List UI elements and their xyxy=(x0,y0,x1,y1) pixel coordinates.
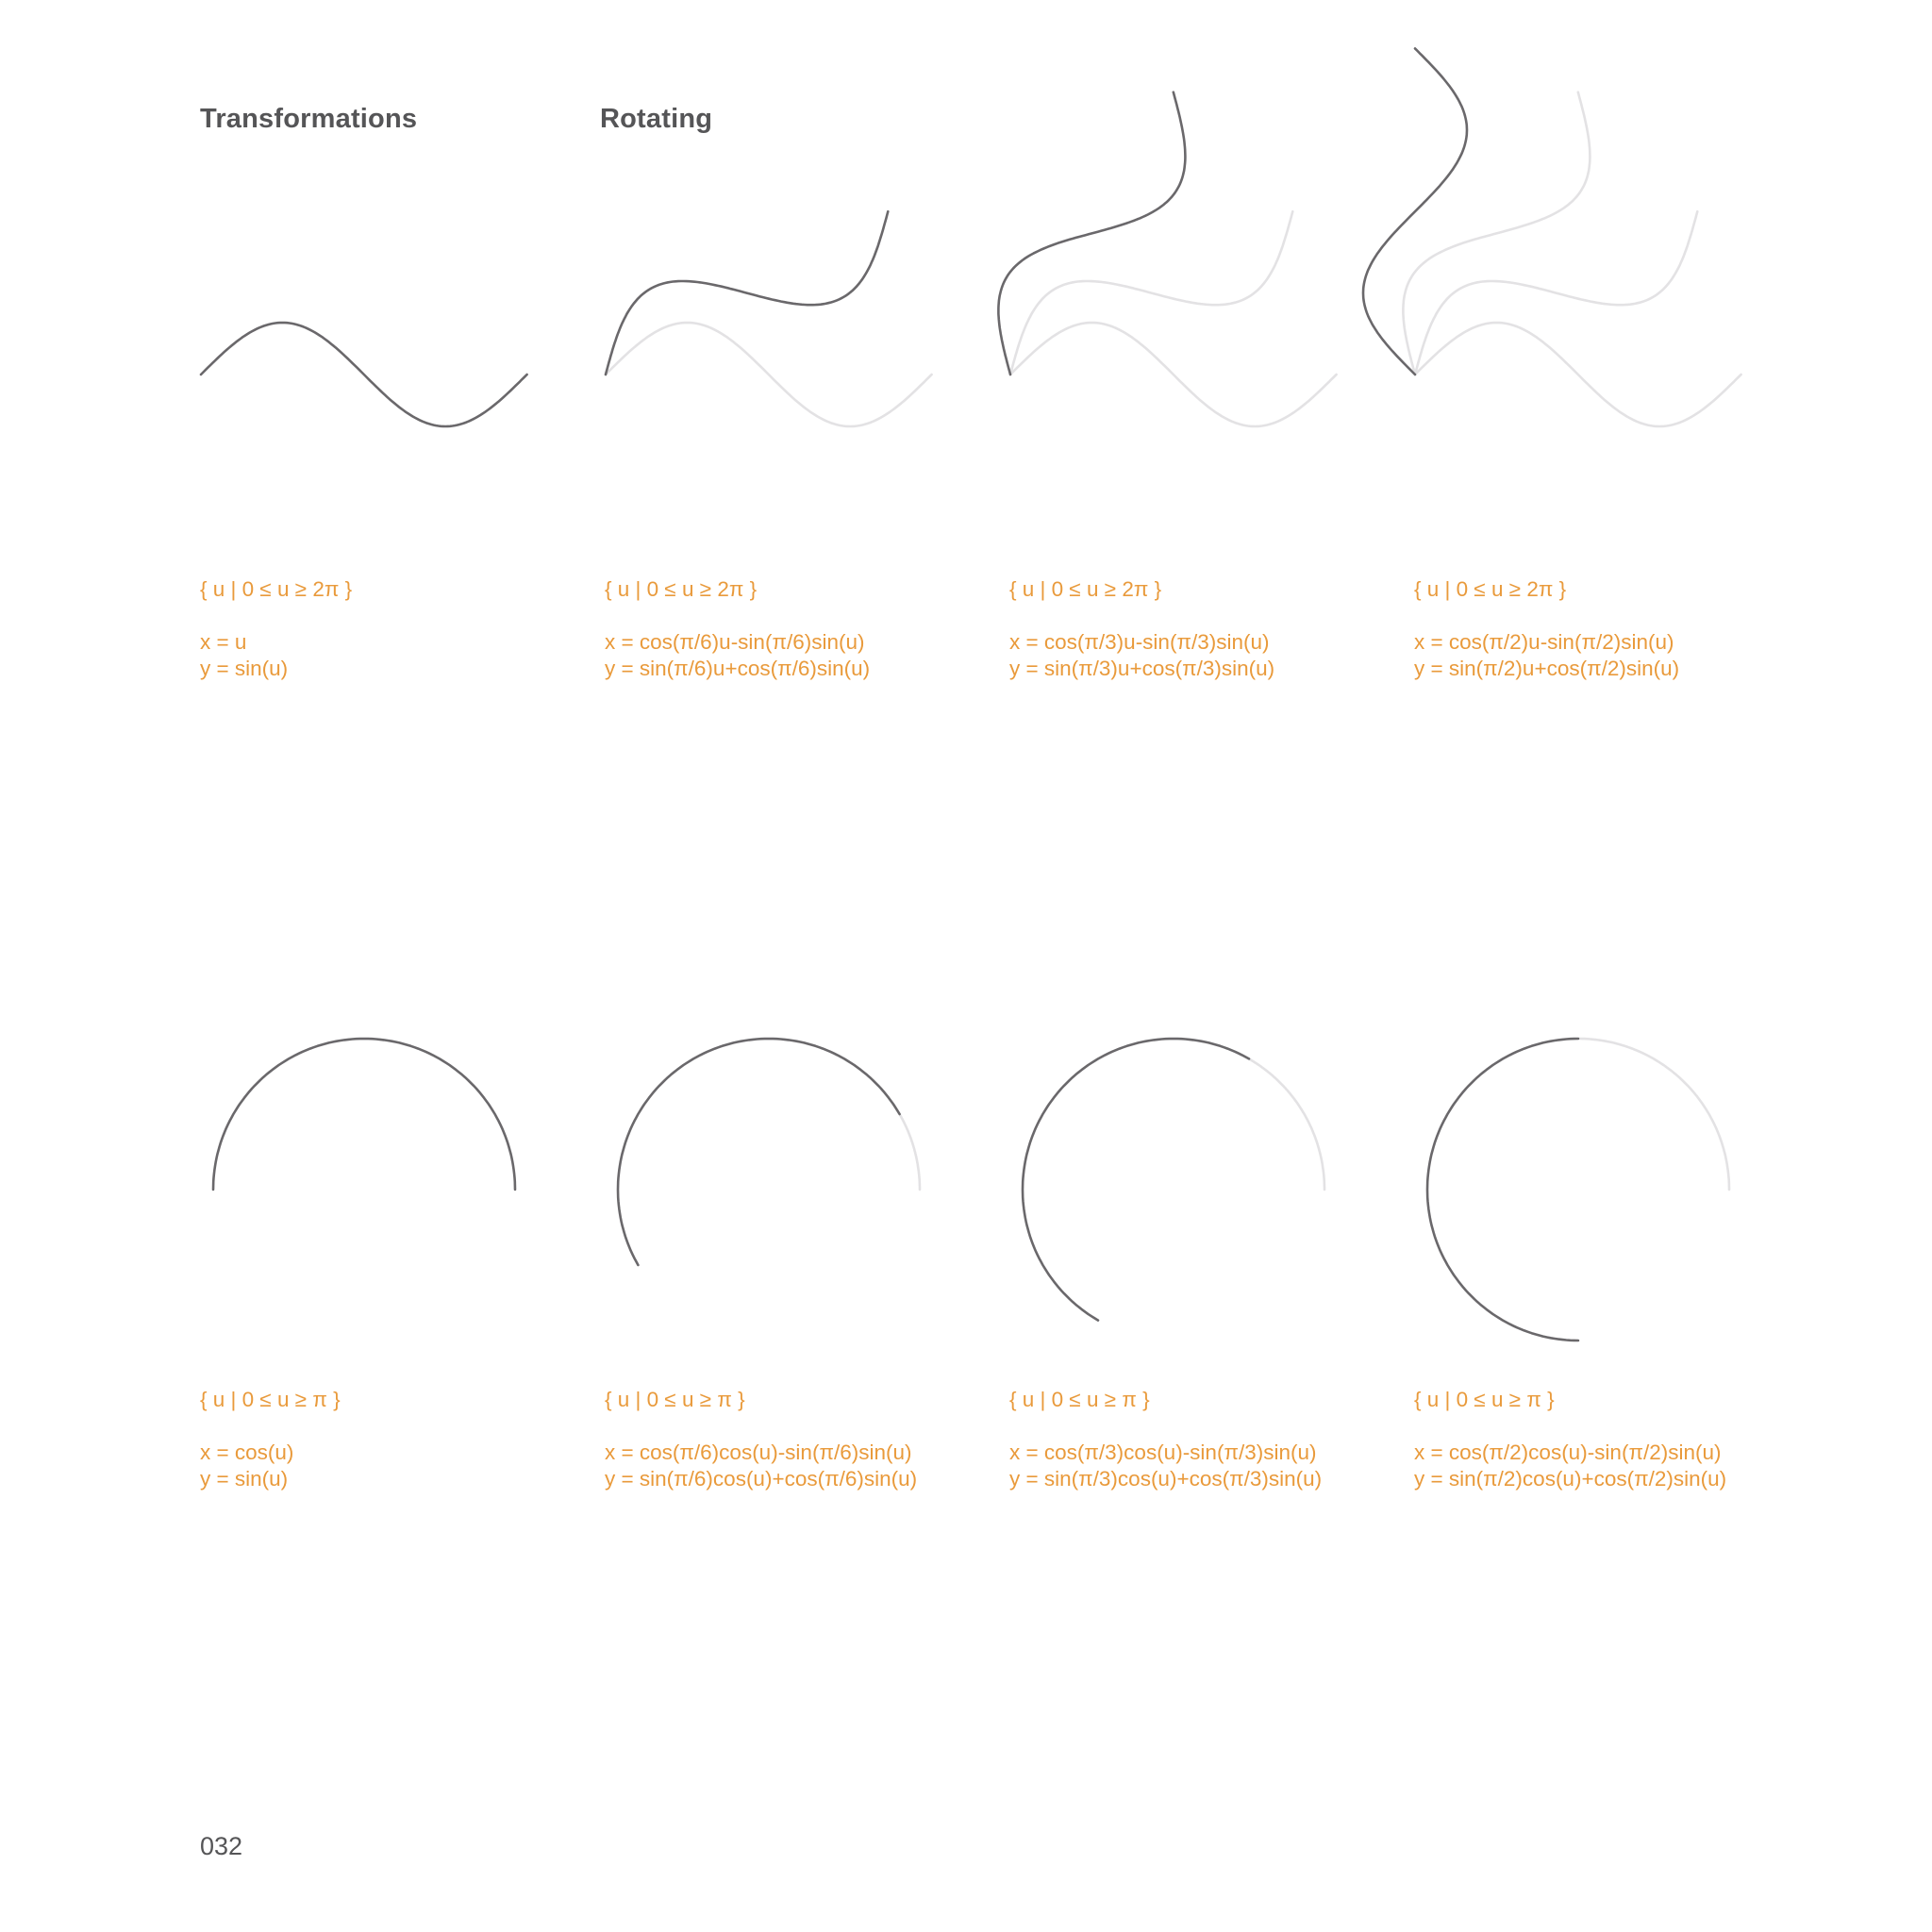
ghost-sine-curve xyxy=(1010,323,1337,426)
x-equation: x = u xyxy=(200,630,247,654)
y-equation: y = sin(u) xyxy=(200,657,289,680)
domain-set: { u | 0 ≤ u ≥ π } xyxy=(200,1388,341,1411)
equation-block xyxy=(200,1387,568,1492)
x-equation: x = cos(π/2)cos(u)-sin(π/2)sin(u) xyxy=(1414,1441,1722,1464)
domain-set: { u | 0 ≤ u ≥ 2π } xyxy=(200,577,353,601)
ghost-sine-curve xyxy=(1403,92,1590,375)
x-equation: x = cos(π/6)u-sin(π/6)sin(u) xyxy=(605,630,865,654)
ghost-sine-curve xyxy=(1415,323,1741,426)
equation-block xyxy=(1414,1387,1782,1492)
ghost-arc-segment xyxy=(1249,1058,1324,1190)
domain-set: { u | 0 ≤ u ≥ π } xyxy=(1009,1388,1150,1411)
rotated-sine-curve xyxy=(201,323,527,426)
equation-block xyxy=(605,1387,973,1492)
equation-block xyxy=(200,576,568,682)
domain-set: { u | 0 ≤ u ≥ π } xyxy=(605,1388,745,1411)
subsection-title: Rotating xyxy=(600,104,713,134)
section-title: Transformations xyxy=(200,104,418,134)
x-equation: x = cos(π/3)cos(u)-sin(π/3)sin(u) xyxy=(1009,1441,1317,1464)
y-equation: y = sin(π/3)u+cos(π/3)sin(u) xyxy=(1009,657,1275,680)
y-equation: y = sin(π/3)cos(u)+cos(π/3)sin(u) xyxy=(1009,1467,1323,1491)
y-equation: y = sin(π/2)u+cos(π/2)sin(u) xyxy=(1414,657,1680,680)
equation-block xyxy=(1009,576,1377,682)
rotated-half-circle xyxy=(1427,1039,1578,1341)
x-equation: x = cos(π/6)cos(u)-sin(π/6)sin(u) xyxy=(605,1441,912,1464)
x-equation: x = cos(u) xyxy=(200,1441,294,1464)
rotated-sine-curve xyxy=(1363,48,1467,375)
equation-block xyxy=(605,576,973,682)
rotated-half-circle xyxy=(213,1039,515,1190)
equation-block xyxy=(1414,576,1782,682)
ghost-sine-curve xyxy=(606,323,932,426)
y-equation: y = sin(u) xyxy=(200,1467,289,1491)
ghost-arc-segment xyxy=(1578,1039,1729,1190)
rotated-sine-curve xyxy=(606,211,888,375)
equation-block xyxy=(1009,1387,1377,1492)
x-equation: x = cos(π/2)u-sin(π/2)sin(u) xyxy=(1414,630,1674,654)
domain-set: { u | 0 ≤ u ≥ 2π } xyxy=(605,577,758,601)
page-number: 032 xyxy=(200,1832,243,1860)
y-equation: y = sin(π/2)cos(u)+cos(π/2)sin(u) xyxy=(1414,1467,1727,1491)
domain-set: { u | 0 ≤ u ≥ π } xyxy=(1414,1388,1555,1411)
ghost-arc-segment xyxy=(900,1114,920,1190)
ghost-sine-curve xyxy=(1010,211,1292,375)
x-equation: x = cos(π/3)u-sin(π/3)sin(u) xyxy=(1009,630,1270,654)
rotated-half-circle xyxy=(1023,1039,1249,1321)
ghost-sine-curve xyxy=(1415,211,1697,375)
y-equation: y = sin(π/6)u+cos(π/6)sin(u) xyxy=(605,657,871,680)
y-equation: y = sin(π/6)cos(u)+cos(π/6)sin(u) xyxy=(605,1467,918,1491)
domain-set: { u | 0 ≤ u ≥ 2π } xyxy=(1414,577,1567,601)
domain-set: { u | 0 ≤ u ≥ 2π } xyxy=(1009,577,1162,601)
rotated-half-circle xyxy=(618,1039,900,1265)
rotated-sine-curve xyxy=(998,92,1185,375)
